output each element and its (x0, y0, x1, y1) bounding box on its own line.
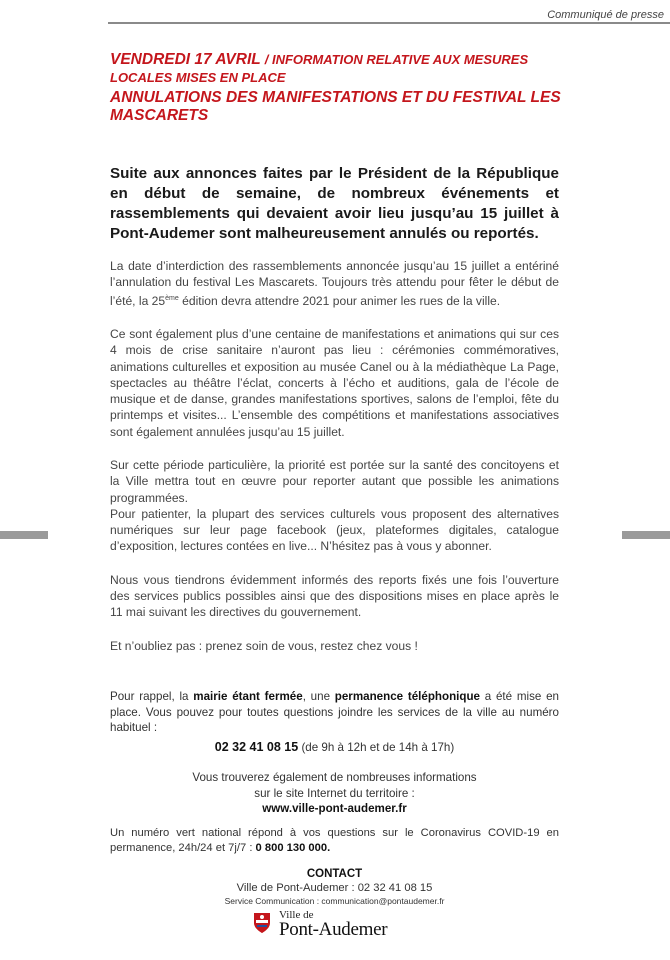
right-margin-bar (622, 531, 670, 539)
press-release-tag: Communiqué de presse (547, 9, 664, 21)
reminder-text-a: Pour rappel, la (110, 690, 194, 703)
phone-number[interactable]: 02 32 41 08 15 (214, 739, 299, 754)
article-body (110, 258, 559, 671)
phone-hours: (de 9h à 12h et de 14h à 17h) (301, 740, 455, 754)
mairie-fermee: mairie étant fermée (193, 690, 303, 703)
contact-email: Service Communication : communication@pontaudemer.fr (224, 896, 445, 906)
headline-title: ANNULATIONS DES MANIFESTATIONS ET DU FESTIVAL LES MASCARETS (110, 89, 561, 124)
paragraph-festival (110, 258, 559, 309)
reminder-text-e: a été mise en place. Vous pouvez pour toutes questions joindre les services de la ville au numéro habituel : (110, 690, 559, 734)
paragraph-updates: Nous vous tiendrons évidemment informés des reports fixés une fois l’ouverture des services publics possibles ainsi que des dispositions mises en place après le 11 mai suivant les directives du gouvernement. (110, 572, 559, 620)
lead-paragraph: Suite aux annonces faites par le Président de la République en début de semaine, de nombreux événements et rassemblements qui devaient avoir lieu jusqu’au 15 juillet à Pont-Audemer sont malheureusement annulés ou reportés. (110, 165, 559, 242)
website-link[interactable]: www.ville-pont-audemer.fr (262, 802, 407, 815)
paragraph-events: Ce sont également plus d’une centaine de manifestations et animations qui sur ces 4 mois de crise sanitaire n’auront pas lieu : cérémonies commémoratives, animations culturelles et exposition au musée Canel ou à la médiathèque La Page, spectacles au théâtre l’éclat, concerts à l’écho et auditions, gala de l’école de musique et de danse, grandes manifestations sportives, salons de l’emploi, fête du printemps et visites... L’ensemble des compétitions et manifestations associatives sont également annulées jusqu’au 15 juillet. (110, 326, 559, 439)
website-info-line2: sur le site Internet du territoire : (254, 786, 415, 800)
headline-date-line (110, 51, 580, 87)
numero-vert-number[interactable]: 0 800 130 000. (255, 842, 331, 854)
contact-phone: Ville de Pont-Audemer : 02 32 41 08 15 (236, 882, 433, 894)
numero-vert-text: Un numéro vert national répond à vos questions sur le Coronavirus COVID-19 en permanence, 24h/24 et 7j/7 : (110, 827, 559, 854)
numero-vert (110, 826, 559, 856)
paragraph-festival-part2: édition devra attendre 2021 pour animer les rues de la ville. (178, 293, 501, 308)
headline-subtitle: / INFORMATION RELATIVE AUX MESURES LOCALES MISES EN PLACE (110, 52, 529, 85)
paragraph-festival-part1: La date d’interdiction des rassemblements annoncée jusqu’au 15 juillet a entériné l’annulation du festival Les Mascarets. Toujours très attendu pour fêter le début de l’été, la 25 (110, 259, 559, 308)
permanence-telephonique: permanence téléphonique (334, 690, 480, 703)
header-rule (108, 22, 670, 24)
headline-date: VENDREDI 17 AVRIL (110, 51, 261, 68)
contact-block (110, 868, 559, 906)
reminder-block (110, 689, 559, 817)
paragraph-closing: Et n’oubliez pas : prenez soin de vous, restez chez vous ! (110, 638, 418, 653)
contact-title: CONTACT (306, 868, 363, 880)
headline-block (110, 51, 580, 125)
reminder-text-c: , une (302, 690, 335, 703)
website-info-line1: Vous trouverez également de nombreuses informations (192, 771, 477, 784)
phone-line (110, 740, 559, 756)
ordinal-superscript: ème (165, 294, 179, 302)
left-margin-bar (0, 531, 48, 539)
logo-ville-de: Ville de (279, 909, 314, 921)
city-crest-icon (252, 911, 272, 935)
reminder-text (110, 689, 559, 736)
paragraph-priority: Sur cette période particulière, la priorité est portée sur la santé des concitoyens et la Ville mettra tout en œuvre pour reporter autant que possible les animations programmées. (110, 458, 559, 505)
paragraph-digital: Pour patienter, la plupart des services culturels vous proposent des alternatives numériques sur leur page facebook (jeux, plateformes digitales, catalogue d’exposition, lectures contées en live... N’hésitez pas à vous y abonner. (110, 506, 559, 554)
pont-audemer-logo (250, 908, 410, 942)
website-info (110, 770, 559, 817)
logo-name: Pont-Audemer (279, 919, 388, 940)
